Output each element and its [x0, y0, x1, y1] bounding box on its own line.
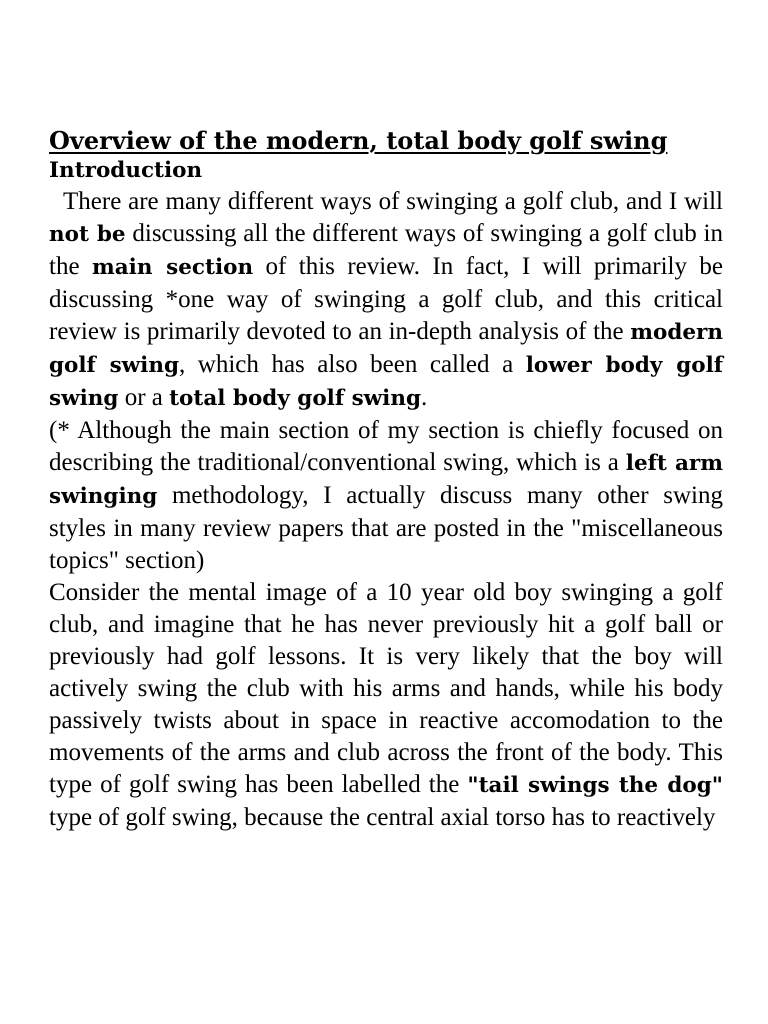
bold-text-run: "tail swings the dog": [467, 773, 723, 798]
text-run: or a: [118, 384, 170, 411]
text-run: .: [421, 384, 428, 411]
section-heading: Introduction: [49, 158, 203, 183]
bold-text-run: not be: [49, 222, 126, 247]
text-run: Consider the mental image of a 10 year old boy swinging a golf club, and imagine that he has never previously hit a golf ball or previously had golf lessons. It is very likely that the boy will actively swing the club with his arms and hands, while his body passively twists about in space in reactive accomodation to the movements of the arms and club across the front of the body. This type of golf swing has been labelled the: [49, 579, 723, 798]
bold-text-run: total body golf swing: [169, 386, 422, 411]
paragraph-2: [49, 415, 723, 577]
paragraph-1: [49, 186, 723, 415]
text-run: There are many different ways of swinging a golf club, and I will: [63, 188, 723, 215]
paragraph-3: [49, 577, 723, 834]
bold-text-run: modern golf swing: [49, 320, 723, 378]
text-run: , which has also been called a: [179, 351, 526, 378]
document-page: [49, 126, 723, 834]
text-run: discussing all the different ways of swinging a golf club in the: [49, 220, 723, 280]
text-run: (* Although the main section of my section is chiefly focused on describing the traditional/conventional swing, which is a: [49, 417, 723, 476]
text-run: methodology, I actually discuss many other swing styles in many review papers that are posted in the "miscellaneous topics" section): [49, 482, 723, 574]
text-run: of this review. In fact, I will primarily be discussing *one way of swinging a golf club, and this critical review is primarily devoted to an in-depth analysis of the: [49, 253, 723, 345]
bold-text-run: lower body golf swing: [49, 353, 723, 411]
bold-text-run: left arm swinging: [49, 451, 723, 509]
document-title: Overview of the modern, total body golf swing: [49, 126, 668, 155]
bold-text-run: main section: [91, 255, 254, 280]
text-run: type of golf swing, because the central axial torso has to reactively: [49, 804, 716, 831]
